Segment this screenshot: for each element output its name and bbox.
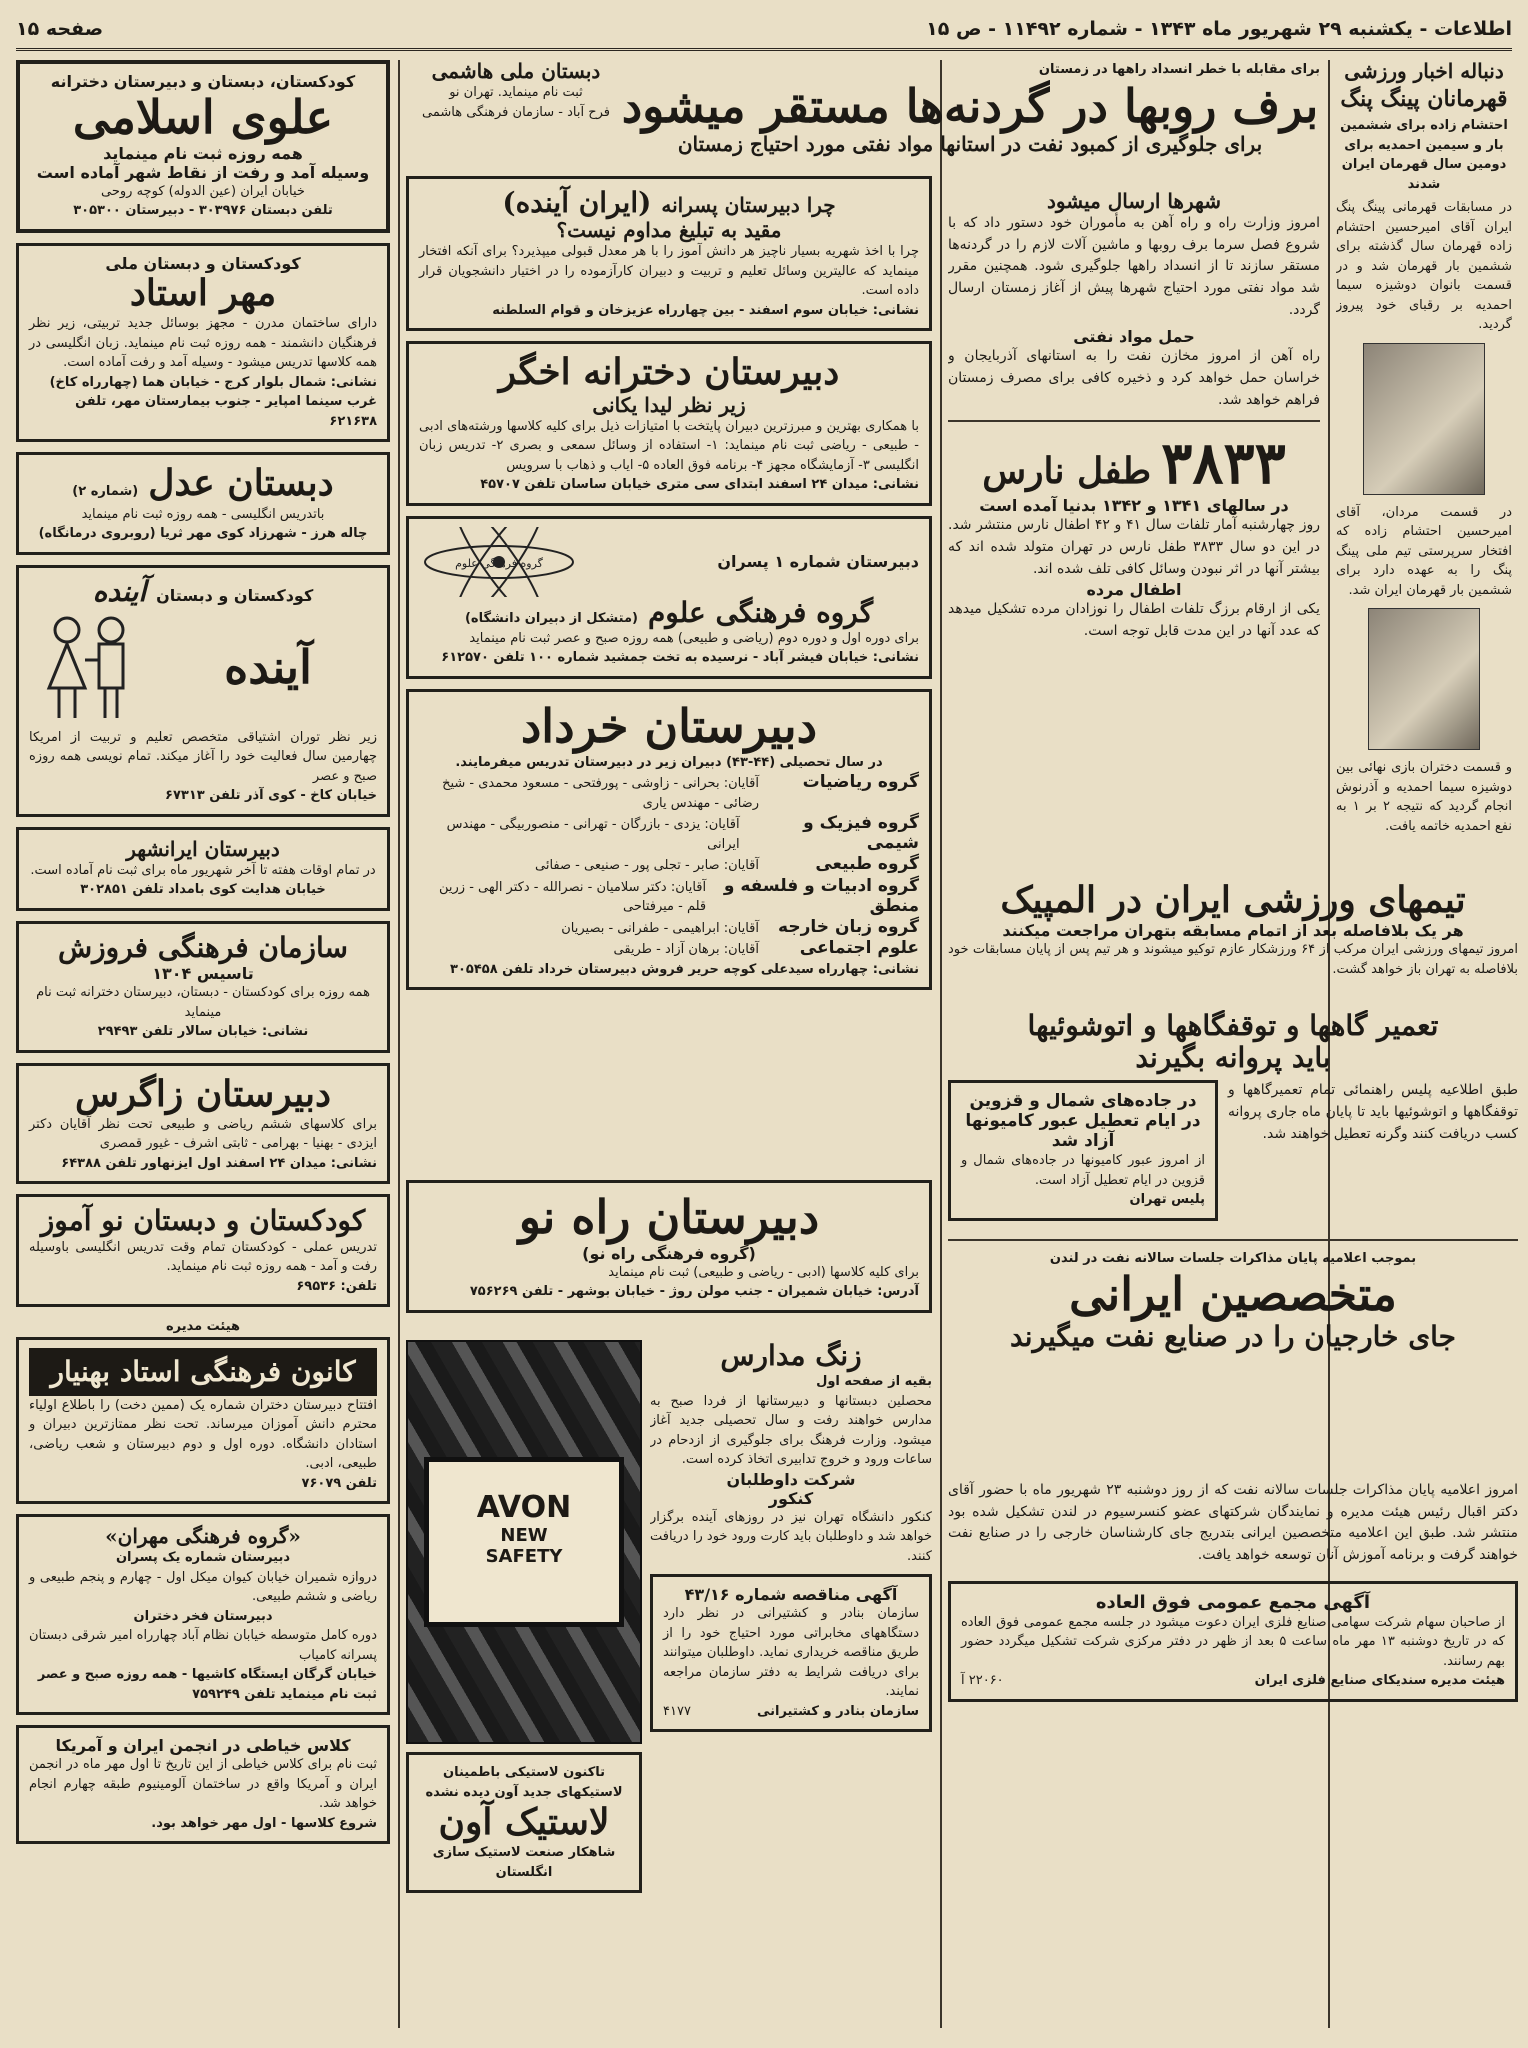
khordad-group-teachers: آقایان: صابر - تجلی پور - صنیعی - صفائی <box>535 858 759 874</box>
khordad-group-teachers: آقایان: برهان آزاد - طریقی <box>613 942 759 958</box>
avon-brand: لاستیک آون <box>438 1801 610 1843</box>
school-bell-sub: شرکت داوطلبان <box>726 1469 856 1489</box>
experts-sub: جای خارجیان را در صنایع نفت میگیرند <box>1010 1320 1456 1354</box>
alavi-line2: وسیله آمد و رفت از نقاط شهر آماده است <box>36 162 370 182</box>
tender-body: سازمان بنادر و کشتیرانی در نظر دارد دستگاههای مخابراتی مورد احتیاج خود را از طریق مناقصه خریداری نماید. داوطلبان میتوانند برای دریافت شرایط به دفتر سازمان مراجعه نمایند. <box>663 1606 919 1700</box>
olympic-sub: هر یک بلافاصله بعد از اتمام مسابقه بتهران مراجعت میکنند <box>1002 921 1464 941</box>
olympic-headline: تیمهای ورزشی ایران در المپیک <box>1000 880 1466 921</box>
rahe-no-body: برای کلیه کلاسها (ادبی - ریاضی و طبیعی) ثبت نام مینماید <box>608 1264 919 1280</box>
mehr-address: نشانی: شمال بلوار کرج - خیابان هما (چهارراه کاخ) غرب سینما امپایر - جنوب بیمارستان مهر، تلفن ۶۲۱۶۳۸ <box>49 374 377 429</box>
noamouz-name: کودکستان و دبستان نو آموز <box>40 1204 366 1238</box>
akhgar-sub: زیر نظر لیدا یکانی <box>592 392 746 417</box>
iranshahr-name: دبیرستان ایرانشهر <box>126 836 280 861</box>
khordad-group-row <box>419 876 919 917</box>
oloum-ad <box>406 516 932 679</box>
alavi-phone: تلفن دبستان ۳۰۳۹۷۶ - دبیرستان ۳۰۵۳۰۰ <box>73 203 333 219</box>
roads-sub: باید پروانه بگیرند <box>1135 1041 1331 1075</box>
player-photo <box>1363 343 1485 495</box>
khayati-name: کلاس خیاطی در انجمن ایران و آمریکا <box>55 1736 351 1756</box>
iran-ayandeh-name: (ایران آینده) <box>502 186 652 219</box>
olympic-body: امروز تیمهای ورزشی ایران مرکب از ۶۴ ورزشکار عازم توکیو میشوند و هر تیم پس از پایان مسابقات خود بلافاصله به تهران باز خواهد گشت. <box>948 942 1518 977</box>
zagros-ad <box>16 1063 390 1185</box>
masthead <box>16 14 1512 51</box>
snow-body: امروز وزارت راه و راه آهن به مأموران خود دستور داد که با شروع فصل سرما برف روبها و ماشین آلات لازم را در گردنه‌ها مستقر سازند تا از انسداد راهها جلوگیری شود. همچنین مقرر شد مواد نفتی مورد احتیاج شهرها پیش از آغاز زمستان ارسال گردد. <box>948 215 1320 318</box>
avon-new: NEW <box>500 1525 548 1546</box>
kanoon-ad <box>16 1337 390 1505</box>
snow-body-2: راه آهن از امروز مخازن نفت را به استانهای آذربایجان و خراسان حمل خواهد کرد و ذخیره کافی برای مصرف زمستان فراهم خواهد شد. <box>948 348 1320 408</box>
avon-brand-en: AVON <box>476 1490 572 1525</box>
alavi-address: خیابان ایران (عین الدوله) کوچه روحی <box>101 183 305 199</box>
roads-body-2: از امروز عبور کامیونها در جاده‌های شمال و قزوین در ایام تعطیل آزاد است. <box>961 1153 1205 1188</box>
khordad-group-name: گروه طبیعی <box>815 854 919 875</box>
forouzesh-est: تاسیس ۱۳۰۴ <box>152 964 254 984</box>
school-bell-sub2: کنکور <box>768 1488 814 1508</box>
forouzesh-address: نشانی: خیابان سالار تلفن ۲۹۴۹۳ <box>97 1024 309 1040</box>
khayati-ad <box>16 1725 390 1844</box>
mehran-name: «گروه فرهنگی مهران» <box>105 1524 301 1549</box>
rahe-no-address: آدرس: خیابان شمیران - جنب مولن روژ - خیابان بوشهر - تلفن ۷۵۶۲۶۹ <box>469 1284 919 1300</box>
snow-article <box>948 190 1320 910</box>
mehr-body: دارای ساختمان مدرن - مجهز بوسائل جدید تربیتی، زیر نظر فرهنگیان دانشمند - همه روزه ثبت نام مینماید. زبان انگلیسی در همه کلاسها تدریس میشود - وسیله آمد و رفت آماده است. <box>29 316 377 371</box>
tire-image <box>406 1340 642 1744</box>
hashemi-ad <box>406 60 626 172</box>
snow-section-heading: حمل مواد نفتی <box>1073 327 1195 347</box>
oloum-name: گروه فرهنگی علوم <box>647 595 874 629</box>
iran-ayandeh-q2: مقید به تبلیغ مداوم نیست؟ <box>556 218 782 243</box>
divider <box>948 420 1320 422</box>
left-ads-column <box>16 60 390 2030</box>
ayandeh-body: زیر نظر توران اشتیاقی متخصص تعلیم و تربیت از امریکا چهارمین سال فعالیت خود را آغاز میکند. تمام نویسی همه روزه صبح و عصر <box>29 729 377 784</box>
mehr-ad <box>16 243 390 442</box>
snow-subheadline: برای جلوگیری از کمبود نفت در استانها مواد نفتی مورد احتیاج زمستان <box>677 131 1263 156</box>
emblem-text: گروه فرهنگی علوم <box>455 556 543 570</box>
mehran-body2: دوره کامل متوسطه خیابان نظام آباد چهارراه امیر شرقی دبستان پسرانه کامیاب <box>29 1628 377 1663</box>
page-number: صفحه ۱۵ <box>16 18 104 40</box>
khordad-group-name: گروه ادبیات و فلسفه و منطق <box>723 875 919 916</box>
khordad-group-row <box>419 772 919 813</box>
khordad-address: نشانی: چهارراه سیدعلی کوچه حریر فروش دبیرستان خرداد تلفن ۳۰۵۴۵۸ <box>450 961 919 977</box>
children-number: ۳۸۳۳ <box>1161 428 1286 497</box>
alavi-ad <box>16 60 390 233</box>
children-title: طفل نارس <box>982 449 1152 492</box>
akhgar-body: با همکاری بهترین و مبرزترین دبیران پایتخت با امتیازات ذیل برای کلیه کلاسها ورشته‌های ادبی - طبیعی - ریاضی ثبت نام مینماید: ۱- استفاده از وسائل سمعی و بصری ۲- تدریس زبان انگلیسی ۳- آزمایشگاه مجهز ۴- برنامه فوق العاده ۵- ایاب و ذهاب با سرویس <box>419 418 919 473</box>
kanoon-phone: تلفن ۷۶۰۷۹ <box>301 1475 377 1491</box>
zagros-body: برای کلاسهای ششم ریاضی و طبیعی تحت نظر آقایان دکتر ایزدی - بهنیا - بهرامی - ثابتی اشرف - غیور قمصری <box>29 1116 377 1152</box>
hashemi-line2: فرح آباد - سازمان فرهنگی هاشمی <box>422 104 610 120</box>
roads-headline: تعمیر گاهها و توقفگاهها و اتوشوئیها <box>1027 1010 1439 1042</box>
khordad-group-name: گروه فیزیک و شیمی <box>803 813 919 854</box>
metals-body: از صاحبان سهام شرکت سهامی صنایع فلزی ایران دعوت میشود در جلسه مجمع عمومی فوق العاده که در تاریخ دوشنبه ۱۳ مهر ماه ساعت ۵ بعد از ظهر در دفتر مرکزی شرکت تشکیل میگردد حضور بهم رسانند. <box>961 1614 1505 1669</box>
adl-name: دبستان عدل <box>148 462 334 505</box>
oloum-address: نشانی: خیابان فیشر آباد - نرسیده به تخت جمشید شماره ۱۰۰ تلفن ۶۱۲۵۷۰ <box>441 650 919 666</box>
iran-ayandeh-ad <box>406 176 932 331</box>
oloum-body: برای دوره اول و دوره دوم (ریاضی و طبیعی) همه روزه صبح و عصر ثبت نام مینماید <box>469 630 919 646</box>
column-rule <box>398 60 400 2028</box>
adl-body: باتدریس انگلیسی - همه روزه ثبت نام مینماید <box>81 506 325 522</box>
avon-slogan: تاکنون لاستیکی باطمینان لاستیکهای جدید آون دیده نشده <box>425 1765 623 1800</box>
tender-notice <box>650 1574 932 1732</box>
metals-signature: هیئت مدیره سندیکای صنایع فلزی ایران <box>1254 1673 1505 1689</box>
adl-tag: (شماره ۲) <box>72 484 139 500</box>
forouzesh-name: سازمان فرهنگی فروزش <box>57 930 348 964</box>
rahe-no-name: دبیرستان راه نو <box>518 1190 820 1244</box>
mehran-body1: دروازه شمیران خیابان کیوان میکل اول - چهارم و پنجم طبیعی و ریاضی و ششم طبیعی. <box>29 1569 377 1605</box>
metals-ref: ۲۲۰۶۰ آ <box>961 1673 1004 1689</box>
noamouz-ad <box>16 1194 390 1307</box>
khordad-group-name: گروه ریاضیات <box>802 772 919 793</box>
noamouz-phone: تلفن: ۶۹۵۳۶ <box>296 1278 377 1294</box>
mehran-address: خیابان گرگان ایستگاه کاشیها - همه روزه صبح و عصر ثبت نام مینماید تلفن ۷۵۹۲۴۹ <box>37 1667 377 1702</box>
photo-caption: در قسمت مردان، آقای امیرحسین احتشام زاده که افتخار سرپرستی تیم ملی پینگ پنگ را به عهده دارد برای ششمین بار قهرمان ایران شد. <box>1336 504 1512 598</box>
roads-signature: پلیس تهران <box>1129 1192 1205 1208</box>
khordad-group-row <box>419 854 919 876</box>
alavi-name: علوی اسلامی <box>72 90 334 144</box>
iran-ayandeh-address: نشانی: خیابان سوم اسفند - بین چهارراه عزیزخان و قوام السلطنه <box>492 302 919 318</box>
snow-headline: برف روبها در گردنه‌ها مستقر میشود <box>621 80 1319 133</box>
adl-address: چاله هرز - شهرزاد کوی مهر ثریا (روبروی درمانگاه) <box>38 526 368 542</box>
iranshahr-ad <box>16 827 390 911</box>
issue-line: اطلاعات - یکشنبه ۲۹ شهریور ماه ۱۳۴۳ - شماره ۱۱۴۹۲ - ص ۱۵ <box>926 18 1512 40</box>
children-section-heading: اطفال مرده <box>1086 580 1182 600</box>
board-label: هیئت مدیره <box>165 1319 241 1335</box>
olympic-article <box>948 880 1518 1000</box>
khayati-start: شروع کلاسها - اول مهر خواهد بود. <box>151 1815 377 1831</box>
noamouz-body: تدریس عملی - کودکستان تمام وقت تدریس انگلیسی باوسیله رفت و آمد - همه روزه ثبت نام مینماید. <box>29 1239 377 1275</box>
avon-maker: شاهکار صنعت لاستیک سازی انگلستان <box>432 1845 616 1880</box>
tender-signature: سازمان بنادر و کشتیرانی <box>756 1703 919 1719</box>
experts-body: امروز اعلامیه پایان مذاکرات جلسات سالانه نفت که از روز دوشنبه ۲۳ شهریور ماه با حضور آقای دکتر اقبال رئیس هیئت مدیره و نمایندگان شرکتهای عضو کنسرسیوم در لندن تشکیل شده بود منتشر شد. طبق این اعلامیه متخصصین ایرانی بتدریج جای کارشناسان خارجی را در صنایع نفت خواهند گرفت و برنامه آموزش آنان توسعه خواهد یافت. <box>948 1482 1518 1564</box>
children-body: روز چهارشنبه آمار تلفات سال ۴۱ و ۴۲ اطفال نارس منتشر شد. در این دو سال ۳۸۳۳ طفل نارس در تهران متولد شده اند که بیشتر آنها در اثر نبودن وسائل کافی تلف شده اند. <box>948 517 1320 577</box>
mehr-name: مهر استاد <box>129 271 277 314</box>
khordad-group-teachers: آقایان: یزدی - بازرگان - تهرانی - منصوربیگی - مهندس ایرانی <box>446 817 740 852</box>
school-bell-article <box>650 1340 932 2030</box>
khordad-intro: در سال تحصیلی (۴۴-۴۳) دبیران زیر در دبیرستان تدریس میفرمایند. <box>455 754 883 770</box>
iran-ayandeh-body: چرا با اخذ شهریه بسیار ناچیز هر دانش آموز را با هر معدل قبولی میپذیرد؟ برای آنکه افتخار مینماید که عالیترین وسائل تعلیم و تربیت و دبیران کارآزموده را در اختیار دانشجویان قرار داده است. <box>419 244 919 299</box>
forouzesh-body: همه روزه برای کودکستان - دبستان، دبیرستان دخترانه ثبت نام مینماید <box>36 985 370 1020</box>
mehran-sub2: دبیرستان فخر دختران <box>133 1608 273 1624</box>
children-body-2: یکی از ارقام برزگ تلفات اطفال را نوزادان مرده تشکیل میدهد که عدد آنها در این مدت قابل توجه است. <box>948 601 1320 639</box>
roads-body: طبق اطلاعیه پلیس راهنمائی تمام تعمیرگاهها و توقفگاهها و اتوشوئیها باید تا پایان ماه جاری پروانه کسب دریافت کنند وگرنه تعطیل خواهند شد. <box>1228 1082 1518 1142</box>
tender-title: آگهی مناقصه شماره ۴۳/۱۶ <box>684 1585 898 1605</box>
oloum-paren: (متشکل از دبیران دانشگاه) <box>464 610 638 626</box>
sports-kicker: دنباله اخبار ورزشی <box>1344 60 1504 83</box>
avon-safety: SAFETY <box>485 1546 563 1567</box>
khordad-group-row <box>419 917 919 939</box>
iranshahr-address: خیابان هدایت کوی بامداد تلفن ۳۰۲۸۵۱ <box>80 882 326 898</box>
kanoon-body: افتتاح دبیرستان دختران شماره یک (ممین دخت) را باطلاع اولیاء محترم دانش آموزان میرساند. تحت نظر ممتازترین دبیران و استادان دانشگاه. دوره اول و دوم دبیرستان و شعب ریاضی، طبیعی، ادبی. <box>29 1397 377 1472</box>
oloum-number: دبیرستان شماره ۱ پسران <box>717 552 919 572</box>
khordad-group-row <box>419 938 919 960</box>
sports-body: در مسابقات قهرمانی پینگ پنگ ایران آقای امیرحسین احتشام زاده قهرمان سال گذشته برای ششمین بار قهرمان شد و در قسمت بانوان دوشیزه سیما احمدیه بر رقبای خود پیروز گردید. <box>1336 200 1512 333</box>
ayandeh-name: آینده <box>224 640 312 695</box>
school-bell-body-2: کنکور دانشگاه تهران نیز در روزهای آینده برگزار خواهد شد و داوطلبان باید کارت ورود خود را دریافت کنند. <box>650 1509 932 1564</box>
school-bell-headline: زنگ مدارس <box>720 1340 862 1372</box>
rahe-no-ad <box>406 1180 932 1330</box>
avon-ad <box>406 1340 642 2030</box>
ayandeh-address: خیابان کاخ - کوی آذر تلفن ۶۷۳۱۳ <box>165 788 377 804</box>
khordad-group-name: گروه زبان خارجه <box>778 916 919 937</box>
snow-subheadline-2: شهرها ارسال میشود <box>1046 190 1221 213</box>
mehran-ad <box>16 1514 390 1715</box>
khordad-group-teachers: آقایان: دکتر سلامیان - نصرالله - دکتر الهی - زرین قلم - میرفتاحی <box>439 879 707 915</box>
hashemi-name: دبستان ملی هاشمی <box>431 60 601 83</box>
kanoon-name: کانون فرهنگی استاد بهنیار <box>29 1348 377 1396</box>
metals-notice <box>948 1581 1518 1702</box>
roads-box <box>948 1080 1218 1221</box>
hashemi-line1: ثبت نام مینماید. تهران نو <box>449 85 583 100</box>
alavi-line1: همه روزه ثبت نام مینماید <box>103 143 303 163</box>
khordad-group-row <box>419 813 919 854</box>
khordad-group-teachers: آقایان: ابراهیمی - طفرانی - بصیریان <box>561 920 759 936</box>
children-sub: در سالهای ۱۳۴۱ و ۱۳۴۲ بدنیا آمده است <box>979 496 1289 516</box>
snow-kicker: برای مقابله با خطر انسداد راهها در زمستان <box>1038 62 1320 77</box>
khayati-body: ثبت نام برای کلاس خیاطی از این تاریخ تا اول مهر ماه در انجمن ایران و آمریکا واقع در ساختمان آلومینیوم طبقه چهارم انجام خواهد شد. <box>29 1757 377 1812</box>
mehr-top: کودکستان و دبستان ملی <box>105 253 301 273</box>
divider <box>948 1239 1518 1241</box>
photo-caption: و قسمت دختران بازی نهائی بین دوشیزه سیما احمدیه و آذرنوش انجام گردید که نتیجه ۲ بر ۱ به نفع احمدیه خاتمه یافت. <box>1336 760 1512 834</box>
zagros-address: نشانی: میدان ۲۴ اسفند اول ایزنهاور تلفن ۶۴۳۸۸ <box>61 1155 377 1171</box>
experts-kicker: بموجب اعلامیه پایان مذاکرات جلسات سالانه نفت در لندن <box>1049 1250 1417 1266</box>
akhgar-ad <box>406 341 932 505</box>
sports-subheadline: احتشام زاده برای ششمین بار و سیمین احمدیه برای دومین سال قهرمان ایران شدند <box>1340 118 1508 192</box>
roads-box-title: در جاده‌های شمال و قزوین در ایام تعطیل عبور کامیونها آزاد شد <box>965 1091 1201 1152</box>
iranshahr-body: در تمام اوقات هفته تا آخر شهریور ماه برای ثبت نام آماده است. <box>30 862 376 878</box>
player-photo <box>1368 608 1480 750</box>
akhgar-address: نشانی: میدان ۲۴ اسفند ابتدای سی متری خیابان ساسان تلفن ۴۵۷۰۷ <box>480 477 919 493</box>
khordad-group-teachers: آقایان: بحرانی - زاوشی - پورفتحی - مسعود محمدی - شیخ رضائی - مهندس یاری <box>442 776 759 811</box>
iran-ayandeh-q1: چرا دبیرستان پسرانه <box>661 193 836 217</box>
tender-ref: ۴۱۷۷ <box>663 1703 691 1719</box>
akhgar-name: دبیرستان دخترانه اخگر <box>498 351 840 394</box>
rahe-no-paren: (گروه فرهنگی راه نو) <box>582 1243 756 1263</box>
ayandeh-script: آینده <box>92 574 147 608</box>
sports-headline: قهرمانان پینگ پنگ <box>1340 86 1508 112</box>
adl-ad <box>16 452 390 554</box>
experts-article <box>948 1480 1518 1920</box>
children-headline <box>948 430 1320 497</box>
ayandeh-ad <box>16 565 390 817</box>
experts-headline: متخصصین ایرانی <box>1069 1267 1397 1322</box>
atom-emblem-icon <box>419 527 579 597</box>
column-rule <box>940 60 942 2028</box>
mehran-sub1: دبیرستان شماره یک پسران <box>115 1550 291 1566</box>
children-drawing-icon <box>29 608 149 728</box>
alavi-top: کودکستان، دبستان و دبیرستان دخترانه <box>50 72 356 91</box>
roads-article <box>948 1010 1518 1480</box>
forouzesh-ad <box>16 921 390 1053</box>
khordad-group-name: علوم اجتماعی <box>799 938 919 959</box>
metals-title: آگهی مجمع عمومی فوق العاده <box>1095 1591 1371 1613</box>
avon-logo <box>424 1457 624 1627</box>
khordad-name: دبیرستان خرداد <box>520 698 818 753</box>
ayandeh-top: کودکستان و دبستان <box>156 585 314 605</box>
zagros-name: دبیرستان زاگرس <box>74 1072 332 1115</box>
school-bell-body: محصلین دبستانها و دبیرستانها از فردا صبح به مدارس خواهند رفت و سال تحصیلی جدید آغاز میشود. وزارت فرهنگ برای جلوگیری از ازدحام در ساعات ورود و خروج تدابیری اتخاذ کرده است. <box>650 1393 932 1468</box>
khordad-groups <box>419 772 919 960</box>
school-bell-cont: بقیه از صفحه اول <box>816 1374 932 1390</box>
middle-ads-column <box>406 176 932 1176</box>
khordad-ad <box>406 689 932 990</box>
